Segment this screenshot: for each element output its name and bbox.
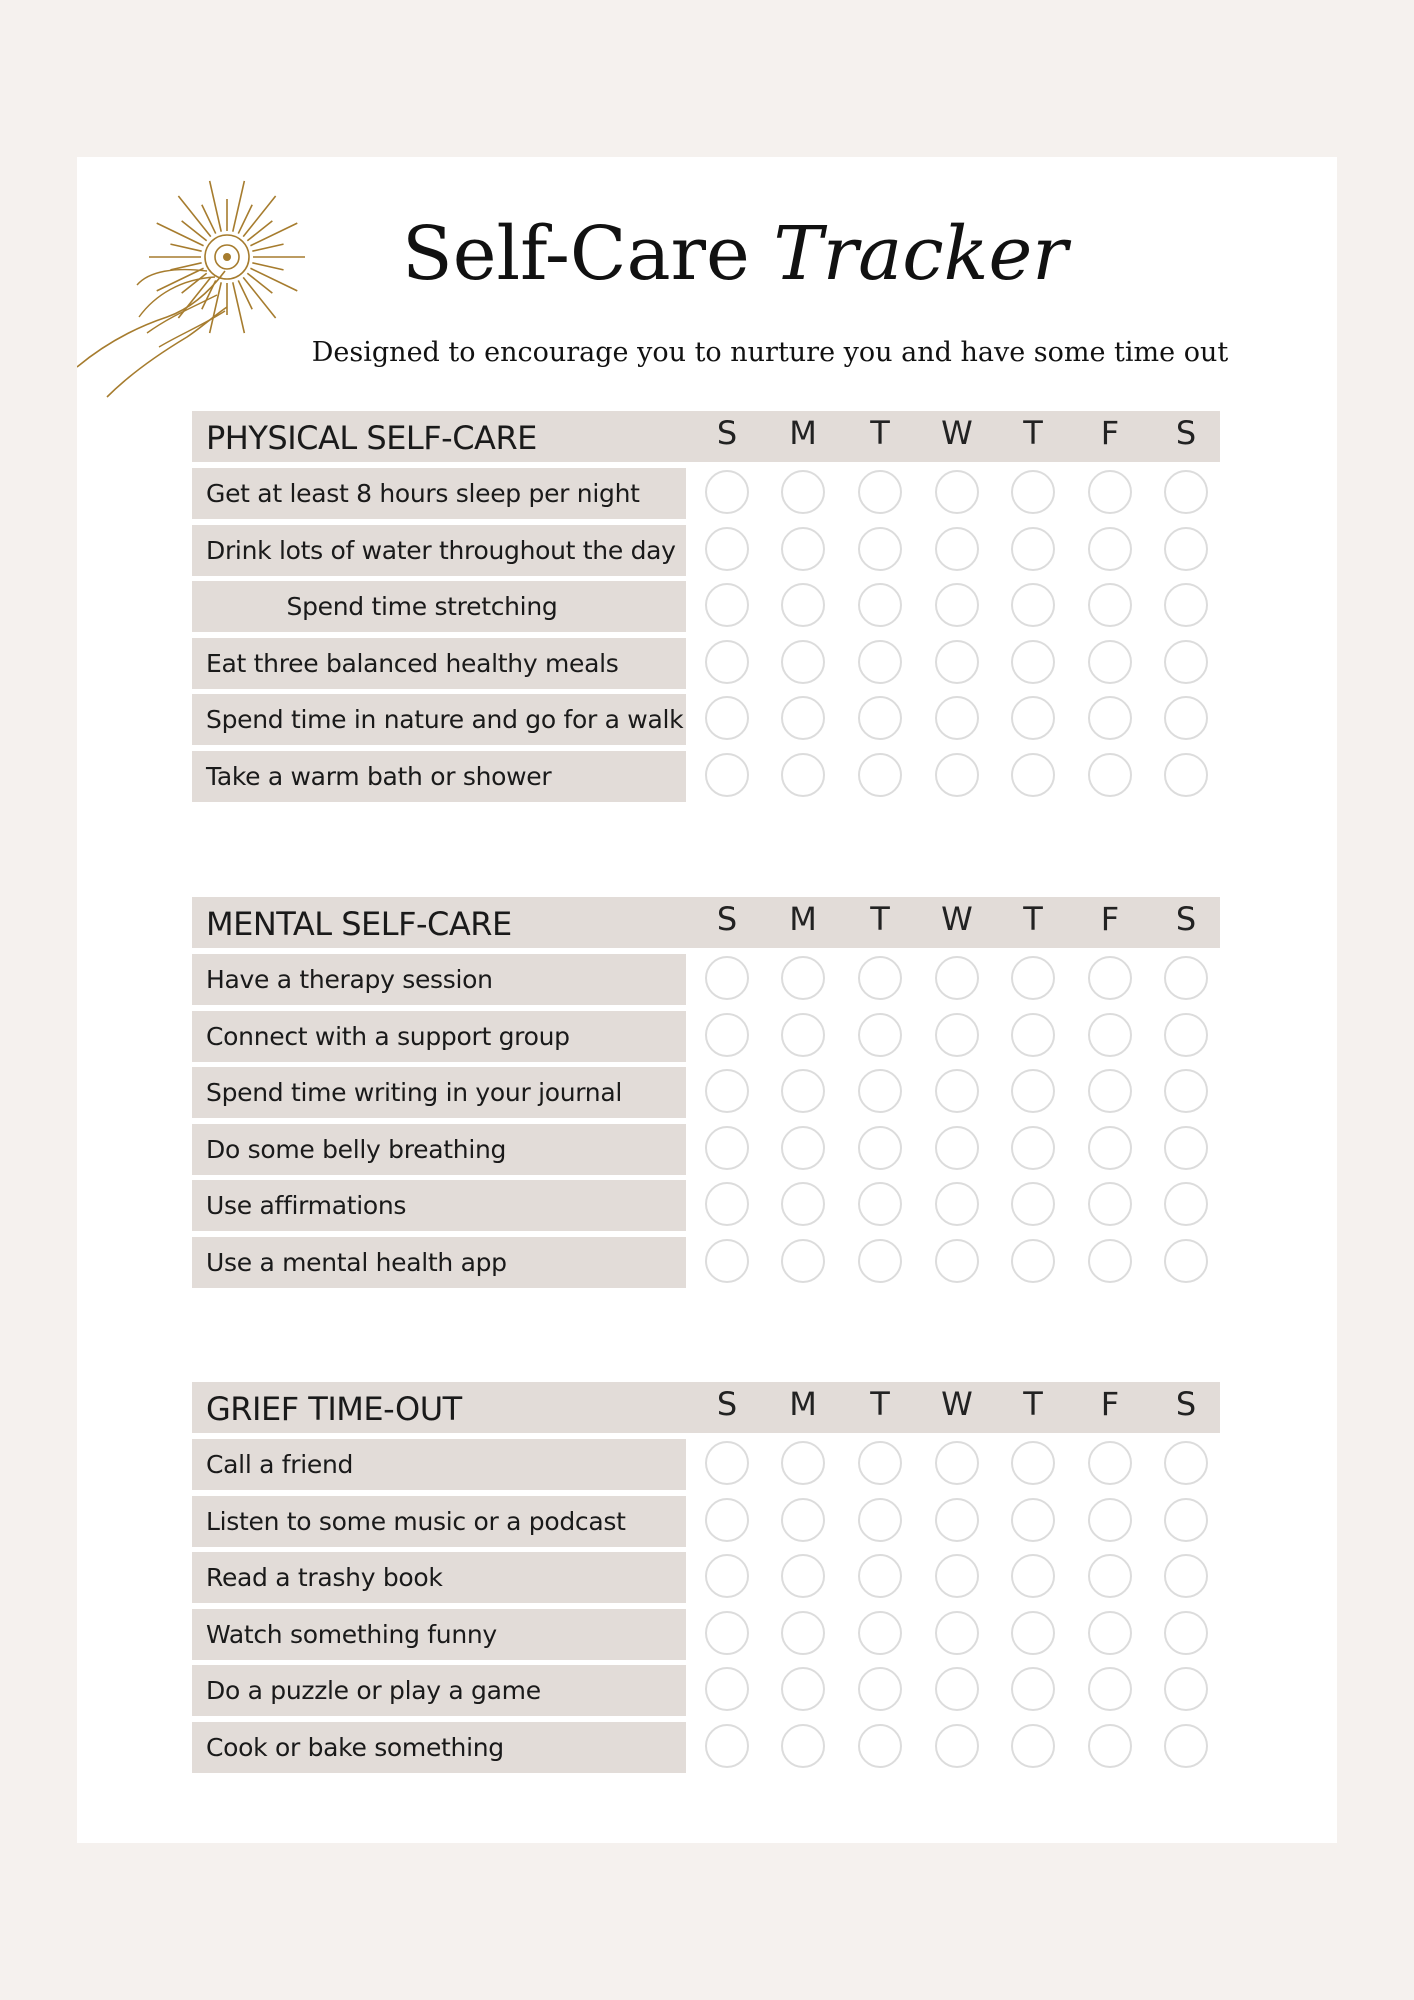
day-checkbox[interactable] <box>781 1667 825 1711</box>
day-checkbox[interactable] <box>705 1239 749 1283</box>
day-checkbox[interactable] <box>781 1498 825 1542</box>
day-checkbox[interactable] <box>1164 1724 1208 1768</box>
day-checkbox[interactable] <box>781 753 825 797</box>
day-checkbox[interactable] <box>1088 1013 1132 1057</box>
day-label: F <box>1100 1385 1120 1423</box>
tracker-row <box>192 1552 1220 1603</box>
day-checkbox[interactable] <box>1011 583 1055 627</box>
day-checkbox[interactable] <box>1164 1126 1208 1170</box>
day-checkbox[interactable] <box>705 1667 749 1711</box>
day-checkbox[interactable] <box>1011 696 1055 740</box>
tracker-row <box>192 581 1220 632</box>
day-label: S <box>1175 900 1197 938</box>
day-checkbox[interactable] <box>1088 1239 1132 1283</box>
day-checkbox[interactable] <box>1011 1611 1055 1655</box>
tracker-row <box>192 525 1220 576</box>
row-label: Drink lots of water throughout the day <box>206 535 676 565</box>
day-checkbox[interactable] <box>705 696 749 740</box>
day-label: F <box>1100 900 1120 938</box>
day-checkbox[interactable] <box>935 470 979 514</box>
row-label: Connect with a support group <box>206 1021 570 1051</box>
day-checkbox[interactable] <box>1164 527 1208 571</box>
row-label-box <box>192 1665 686 1716</box>
day-checkbox[interactable] <box>1164 583 1208 627</box>
day-checkbox[interactable] <box>1164 696 1208 740</box>
day-label: F <box>1100 414 1120 452</box>
day-checkbox[interactable] <box>781 470 825 514</box>
day-label: S <box>716 414 738 452</box>
day-checkbox[interactable] <box>1088 1667 1132 1711</box>
row-label-box <box>192 1722 686 1773</box>
day-checkbox[interactable] <box>858 1554 902 1598</box>
row-label-box <box>192 1011 686 1062</box>
day-label: S <box>716 1385 738 1423</box>
day-label: S <box>1175 1385 1197 1423</box>
day-checkbox[interactable] <box>781 1441 825 1485</box>
day-checkbox[interactable] <box>705 1441 749 1485</box>
day-checkbox[interactable] <box>858 1611 902 1655</box>
day-label: T <box>870 900 890 938</box>
row-label: Take a warm bath or shower <box>206 761 552 791</box>
day-checkbox[interactable] <box>1011 1498 1055 1542</box>
section-header <box>192 897 1220 948</box>
day-checkbox[interactable] <box>781 583 825 627</box>
day-checkbox[interactable] <box>705 956 749 1000</box>
section-header <box>192 1382 1220 1433</box>
day-checkbox[interactable] <box>1088 1069 1132 1113</box>
day-checkbox[interactable] <box>1011 1182 1055 1226</box>
row-label-box <box>192 638 686 689</box>
day-checkbox[interactable] <box>1164 1611 1208 1655</box>
tracker-row <box>192 468 1220 519</box>
day-checkbox[interactable] <box>1164 1441 1208 1485</box>
day-checkbox[interactable] <box>1164 1667 1208 1711</box>
day-checkbox[interactable] <box>1164 1069 1208 1113</box>
day-checkbox[interactable] <box>1164 1013 1208 1057</box>
page-subtitle: Designed to encourage you to nurture you and have some time out <box>311 337 1229 368</box>
day-checkbox[interactable] <box>705 527 749 571</box>
day-checkbox[interactable] <box>935 1126 979 1170</box>
day-checkbox[interactable] <box>1011 1013 1055 1057</box>
row-label: Listen to some music or a podcast <box>206 1506 626 1536</box>
day-label: T <box>1023 1385 1043 1423</box>
day-checkbox[interactable] <box>705 1013 749 1057</box>
day-label: S <box>716 900 738 938</box>
tracker-row <box>192 1067 1220 1118</box>
tracker-sheet <box>77 157 1337 1843</box>
section-title: PHYSICAL SELF-CARE <box>206 419 537 457</box>
tracker-row <box>192 1439 1220 1490</box>
section-title: MENTAL SELF-CARE <box>206 905 512 943</box>
day-checkbox[interactable] <box>781 956 825 1000</box>
day-checkbox[interactable] <box>781 696 825 740</box>
row-label: Have a therapy session <box>206 965 493 994</box>
tracker-row <box>192 694 1220 745</box>
day-checkbox[interactable] <box>1088 1611 1132 1655</box>
day-label: W <box>941 1385 973 1423</box>
day-checkbox[interactable] <box>781 1239 825 1283</box>
day-checkbox[interactable] <box>781 1013 825 1057</box>
day-checkbox[interactable] <box>935 1667 979 1711</box>
day-checkbox[interactable] <box>858 956 902 1000</box>
tracker-row <box>192 638 1220 689</box>
day-checkbox[interactable] <box>935 1013 979 1057</box>
day-checkbox[interactable] <box>1088 1554 1132 1598</box>
day-checkbox[interactable] <box>705 1611 749 1655</box>
sun-hand-icon <box>77 167 317 407</box>
day-checkbox[interactable] <box>705 753 749 797</box>
day-checkbox[interactable] <box>858 1724 902 1768</box>
row-label: Eat three balanced healthy meals <box>206 648 619 678</box>
day-checkbox[interactable] <box>935 640 979 684</box>
row-label-box <box>192 751 686 802</box>
row-label-box <box>192 1067 686 1118</box>
row-label-box <box>192 1237 686 1288</box>
tracker-row <box>192 1496 1220 1547</box>
day-label: T <box>1023 900 1043 938</box>
day-checkbox[interactable] <box>1164 1554 1208 1598</box>
row-label: Do some belly breathing <box>206 1134 507 1164</box>
row-label-box <box>192 1609 686 1660</box>
row-label-box <box>192 468 686 519</box>
day-checkbox[interactable] <box>935 1611 979 1655</box>
day-checkbox[interactable] <box>858 527 902 571</box>
day-checkbox[interactable] <box>1164 1498 1208 1542</box>
day-checkbox[interactable] <box>1011 1069 1055 1113</box>
row-label: Spend time in nature and go for a walk <box>206 705 684 734</box>
day-checkbox[interactable] <box>1088 753 1132 797</box>
row-label: Cook or bake something <box>206 1732 504 1762</box>
day-checkbox[interactable] <box>705 1069 749 1113</box>
day-checkbox[interactable] <box>1088 1498 1132 1542</box>
day-checkbox[interactable] <box>1088 470 1132 514</box>
day-checkbox[interactable] <box>858 1498 902 1542</box>
day-label: W <box>941 414 973 452</box>
day-checkbox[interactable] <box>1164 1182 1208 1226</box>
day-checkbox[interactable] <box>781 527 825 571</box>
tracker-row <box>192 1722 1220 1773</box>
day-checkbox[interactable] <box>1011 1667 1055 1711</box>
day-checkbox[interactable] <box>935 583 979 627</box>
day-checkbox[interactable] <box>858 753 902 797</box>
row-label-box <box>192 694 686 745</box>
day-checkbox[interactable] <box>858 1069 902 1113</box>
tracker-row <box>192 1180 1220 1231</box>
day-checkbox[interactable] <box>858 1239 902 1283</box>
day-label: S <box>1175 414 1197 452</box>
day-checkbox[interactable] <box>858 1013 902 1057</box>
day-label: M <box>789 900 817 938</box>
day-checkbox[interactable] <box>1011 1126 1055 1170</box>
day-checkbox[interactable] <box>1011 1724 1055 1768</box>
day-checkbox[interactable] <box>935 1724 979 1768</box>
day-checkbox[interactable] <box>935 753 979 797</box>
day-label: T <box>870 1385 890 1423</box>
row-label: Use a mental health app <box>206 1247 507 1277</box>
row-label: Get at least 8 hours sleep per night <box>206 479 640 508</box>
row-label-box <box>192 1552 686 1603</box>
row-label: Do a puzzle or play a game <box>206 1676 541 1705</box>
day-checkbox[interactable] <box>935 696 979 740</box>
day-checkbox[interactable] <box>1164 1239 1208 1283</box>
day-checkbox[interactable] <box>858 583 902 627</box>
day-checkbox[interactable] <box>1011 956 1055 1000</box>
day-checkbox[interactable] <box>781 1554 825 1598</box>
day-checkbox[interactable] <box>935 1498 979 1542</box>
day-checkbox[interactable] <box>705 470 749 514</box>
day-checkbox[interactable] <box>935 1239 979 1283</box>
day-checkbox[interactable] <box>781 1611 825 1655</box>
row-label-box <box>192 525 686 576</box>
day-checkbox[interactable] <box>1164 753 1208 797</box>
day-checkbox[interactable] <box>1164 640 1208 684</box>
day-checkbox[interactable] <box>858 1667 902 1711</box>
day-checkbox[interactable] <box>1088 1441 1132 1485</box>
day-checkbox[interactable] <box>1164 956 1208 1000</box>
day-checkbox[interactable] <box>705 1182 749 1226</box>
day-checkbox[interactable] <box>935 1441 979 1485</box>
day-checkbox[interactable] <box>1088 583 1132 627</box>
row-label-box <box>192 1496 686 1547</box>
day-checkbox[interactable] <box>705 1724 749 1768</box>
row-label: Watch something funny <box>206 1619 497 1649</box>
day-checkbox[interactable] <box>858 696 902 740</box>
row-label: Spend time stretching <box>286 592 558 621</box>
day-checkbox[interactable] <box>1088 1724 1132 1768</box>
day-checkbox[interactable] <box>705 1126 749 1170</box>
day-checkbox[interactable] <box>705 1498 749 1542</box>
day-checkbox[interactable] <box>1088 956 1132 1000</box>
row-label: Spend time writing in your journal <box>206 1078 623 1107</box>
day-checkbox[interactable] <box>1011 1554 1055 1598</box>
tracker-row <box>192 1011 1220 1062</box>
day-checkbox[interactable] <box>781 1724 825 1768</box>
day-checkbox[interactable] <box>705 640 749 684</box>
day-checkbox[interactable] <box>781 1126 825 1170</box>
section-title: GRIEF TIME-OUT <box>206 1390 462 1428</box>
day-label: T <box>1023 414 1043 452</box>
day-checkbox[interactable] <box>1088 1182 1132 1226</box>
day-checkbox[interactable] <box>935 1182 979 1226</box>
day-checkbox[interactable] <box>1164 470 1208 514</box>
tracker-row <box>192 1609 1220 1660</box>
day-checkbox[interactable] <box>1088 527 1132 571</box>
day-checkbox[interactable] <box>781 1182 825 1226</box>
tracker-row <box>192 954 1220 1005</box>
day-checkbox[interactable] <box>1011 470 1055 514</box>
day-checkbox[interactable] <box>858 1182 902 1226</box>
day-checkbox[interactable] <box>858 1126 902 1170</box>
day-checkbox[interactable] <box>1011 527 1055 571</box>
section-header <box>192 411 1220 462</box>
row-label-box <box>192 581 686 632</box>
tracker-row <box>192 1124 1220 1175</box>
day-checkbox[interactable] <box>858 470 902 514</box>
day-checkbox[interactable] <box>935 1069 979 1113</box>
day-checkbox[interactable] <box>781 1069 825 1113</box>
tracker-row <box>192 1237 1220 1288</box>
day-label: M <box>789 414 817 452</box>
tracker-row <box>192 1665 1220 1716</box>
day-checkbox[interactable] <box>705 1554 749 1598</box>
day-checkbox[interactable] <box>858 640 902 684</box>
day-checkbox[interactable] <box>935 527 979 571</box>
day-label: T <box>870 414 890 452</box>
day-checkbox[interactable] <box>1088 640 1132 684</box>
row-label-box <box>192 1439 686 1490</box>
page-title: Self-Care Tracker <box>402 211 1068 297</box>
row-label: Call a friend <box>206 1450 354 1479</box>
day-label: M <box>789 1385 817 1423</box>
row-label: Use affirmations <box>206 1191 407 1220</box>
day-label: W <box>941 900 973 938</box>
day-checkbox[interactable] <box>1011 1239 1055 1283</box>
day-checkbox[interactable] <box>935 956 979 1000</box>
day-checkbox[interactable] <box>1011 1441 1055 1485</box>
row-label-box <box>192 1180 686 1231</box>
day-checkbox[interactable] <box>1011 640 1055 684</box>
row-label-box <box>192 1124 686 1175</box>
day-checkbox[interactable] <box>1011 753 1055 797</box>
day-checkbox[interactable] <box>1088 1126 1132 1170</box>
day-checkbox[interactable] <box>781 640 825 684</box>
tracker-row <box>192 751 1220 802</box>
day-checkbox[interactable] <box>858 1441 902 1485</box>
row-label-box <box>192 954 686 1005</box>
day-checkbox[interactable] <box>705 583 749 627</box>
day-checkbox[interactable] <box>935 1554 979 1598</box>
day-checkbox[interactable] <box>1088 696 1132 740</box>
row-label: Read a trashy book <box>206 1563 443 1592</box>
